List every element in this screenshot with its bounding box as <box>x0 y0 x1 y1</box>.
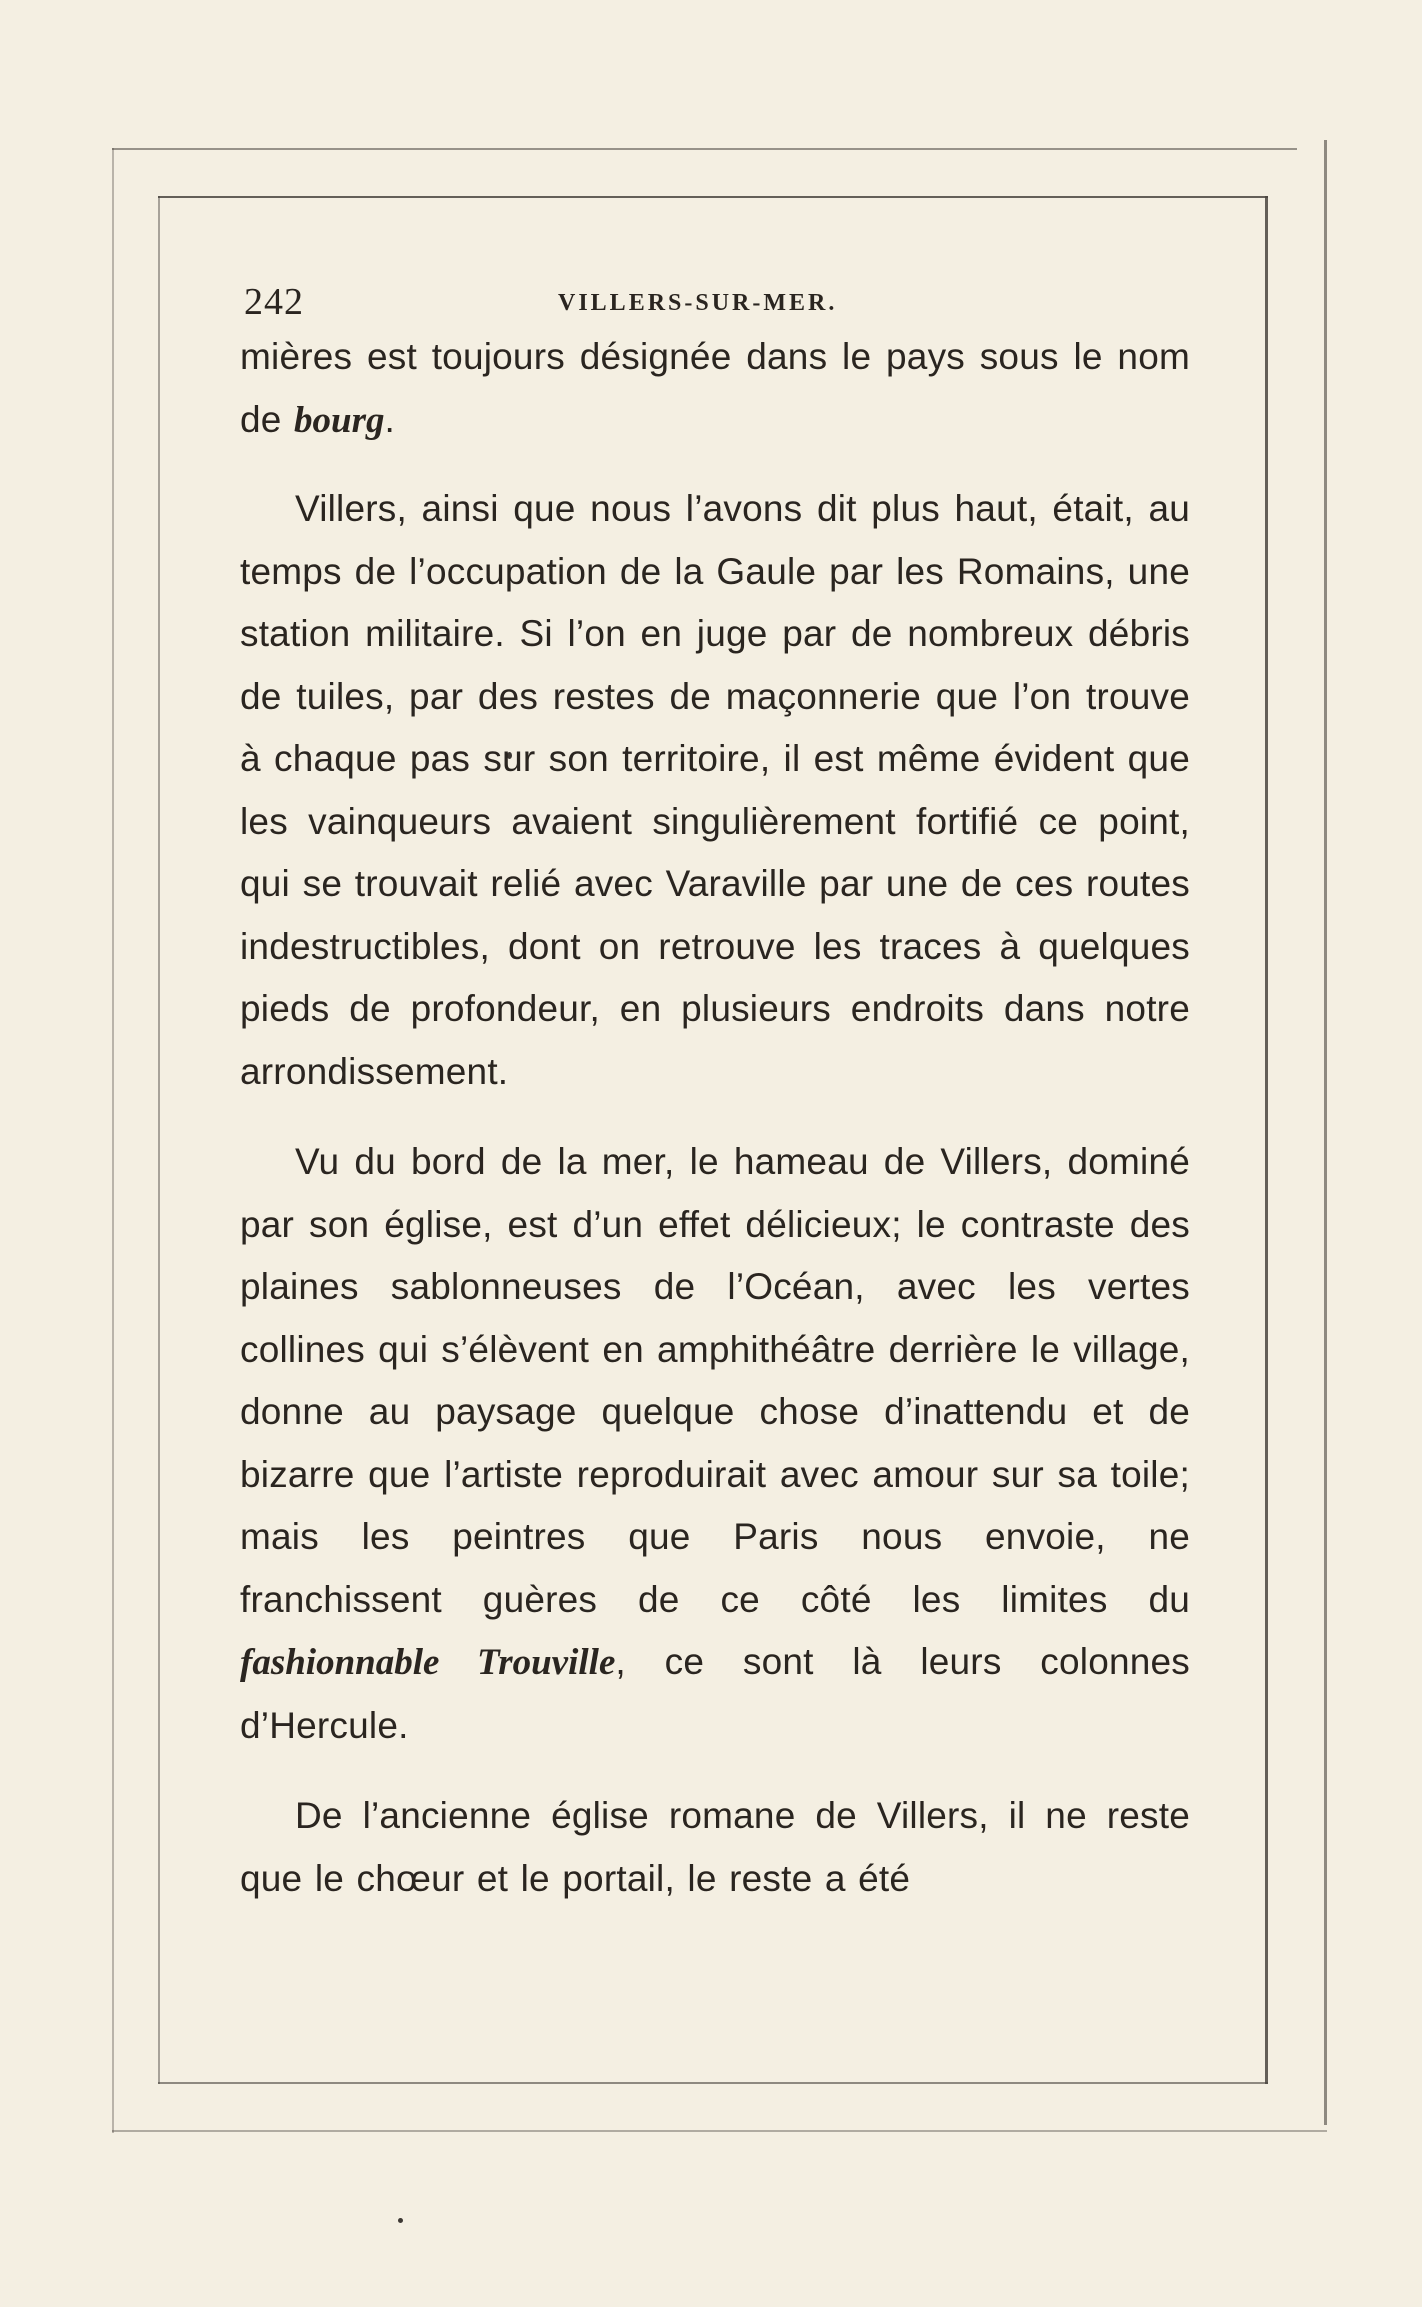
running-title: VILLERS-SUR-MER. <box>558 290 838 316</box>
paragraph-4-text: De l’ancienne église romane de Villers, il ne reste que le chœur et le portail, le reste a été <box>240 1795 1190 1899</box>
paragraph-1-italic: bourg <box>294 399 385 441</box>
paragraph-3-tail: , ce sont là leurs colonnes d’Hercule. <box>240 1641 1191 1746</box>
page-number: 242 <box>244 281 304 323</box>
book-page <box>240 270 1190 1938</box>
outer-frame-bottom-line <box>112 2130 1327 2132</box>
inner-frame-bottom-line <box>158 2082 1268 2084</box>
inner-frame-left-line <box>158 196 160 2084</box>
paragraph-3-text: Vu du bord de la mer, le hameau de Villers, dominé par son église, est d’un effet délicieux; le contraste des plaines sablonneuses de l’Océan, avec les vertes collines qui s’élèvent en amphithéâtre derrière le village, donne au paysage quelque chose d’inattendu et de bizarre que l’artiste reproduirait avec amour sur sa toile; mais les peintres que Paris nous envoie, ne franchissent guères de ce côté les limites du <box>240 1141 1190 1620</box>
inner-frame-right-line <box>1265 196 1268 2084</box>
body-text <box>240 326 1190 1910</box>
paragraph-3 <box>240 1131 1190 1757</box>
outer-frame-right-line <box>1324 140 1327 2125</box>
paragraph-1-tail: . <box>384 398 396 440</box>
paragraph-1-text: mières est toujours désignée dans le pays sous le nom de <box>240 336 1190 440</box>
paragraph-1 <box>240 326 1190 452</box>
paragraph-2 <box>240 478 1190 1103</box>
paragraph-4 <box>240 1785 1190 1910</box>
paragraph-2-text: Villers, ainsi que nous l’avons dit plus haut, était, au temps de l’occupation de la Gaule par les Romains, une station militaire. Si l’on en juge par de nombreux débris de tuiles, par des restes de maçonnerie que l’on trouve à chaque pas sur son territoire, il est même évident que les vainqueurs avaient singulièrement fortifié ce point, qui se trouvait relié avec Varaville par une de ces routes indestructibles, dont on retrouve les traces à quelques pieds de profondeur, en plusieurs endroits dans notre arrondissement. <box>240 488 1190 1092</box>
ink-speck <box>398 2218 403 2223</box>
inner-frame-top-line <box>158 196 1268 198</box>
paragraph-3-italic: fashionnable Trouville <box>240 1642 616 1683</box>
outer-frame-left-line <box>112 148 114 2133</box>
running-head <box>240 270 1190 322</box>
outer-frame-top-line <box>112 148 1297 150</box>
